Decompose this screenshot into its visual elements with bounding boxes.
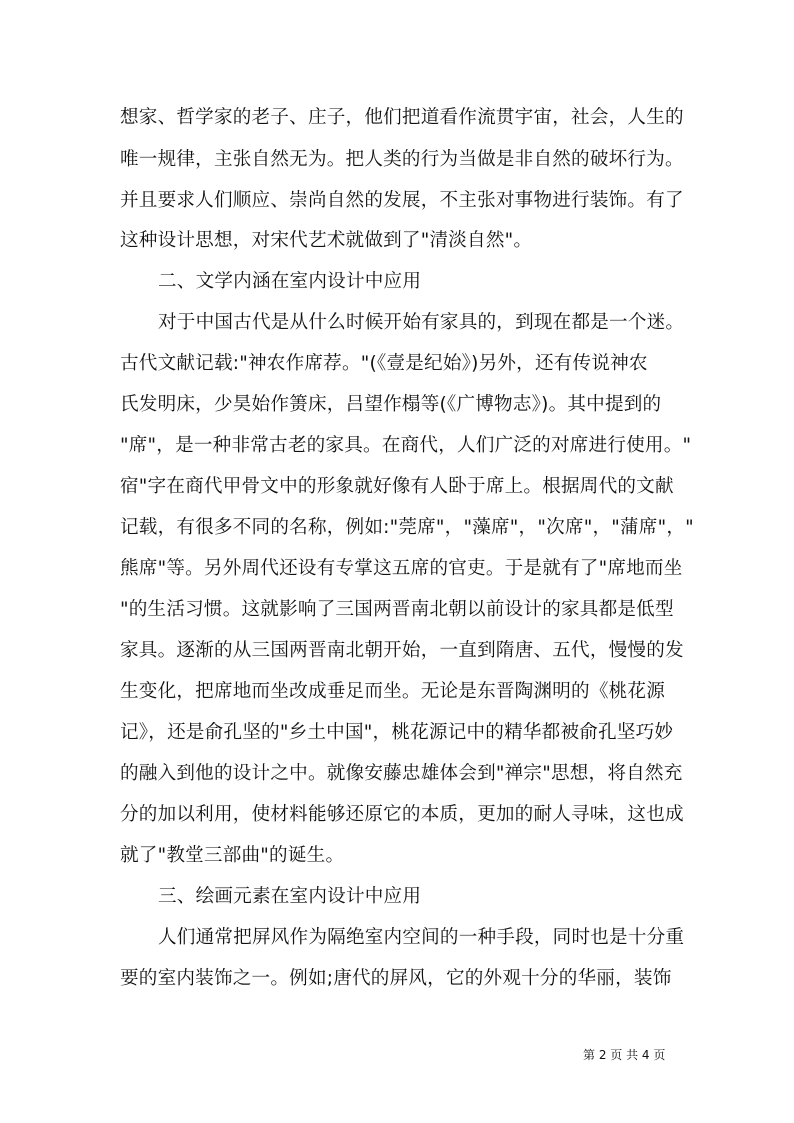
body-text-line: 并且要求人们顺应、崇尚自然的发展，不主张对事物进行装饰。有了 [120, 190, 684, 211]
body-text-line: "的生活习惯。这就影响了三国两晋南北朝以前设计的家具都是低型 [120, 599, 674, 620]
body-text-line: 对于中国古代是从什么时候开始有家具的，到现在都是一个迷。 [158, 312, 685, 333]
body-text-line: "席"，是一种非常古老的家具。在商代，人们广泛的对席进行使用。" [120, 435, 692, 456]
body-text-line: 想家、哲学家的老子、庄子，他们把道看作流贯宇宙，社会，人生的 [120, 107, 684, 128]
body-text-line: 分的加以利用，使材料能够还原它的本质，更加的耐人寻味，这也成 [120, 804, 684, 825]
section-heading: 三、绘画元素在室内设计中应用 [158, 886, 422, 907]
body-text-line: 要的室内装饰之一。例如;唐代的屏风，它的外观十分的华丽，装饰 [120, 968, 672, 989]
body-text-line: 人们通常把屏风作为隔绝室内空间的一种手段，同时也是十分重 [158, 927, 685, 948]
body-text-line: 唯一规律，主张自然无为。把人类的行为当做是非自然的破坏行为。 [120, 149, 684, 170]
body-text-line: 记》，还是俞孔坚的"乡土中国"，桃花源记中的精华都被俞孔坚巧妙 [120, 722, 674, 743]
body-text-line: 宿"字在商代甲骨文中的形象就好像有人卧于席上。根据周代的文献 [120, 476, 674, 497]
body-text-line: 熊席"等。另外周代还设有专掌这五席的官吏。于是就有了"席地而坐 [120, 558, 683, 579]
body-text-line: 氏发明床，少昊始作箦床，吕望作榻等(《广博物志》)。其中提到的 [120, 394, 662, 415]
body-text-line: 记载，有很多不同的名称，例如:"莞席"，"藻席"，"次席"，"蒲席"，" [120, 517, 694, 538]
body-text-line: 就了"教堂三部曲"的诞生。 [120, 845, 345, 866]
body-text-line: 古代文献记载:"神农作席荐。"(《壹是纪始》)另外，还有传说神农 [120, 353, 648, 374]
body-text-line: 的融入到他的设计之中。就像安藤忠雄体会到"禅宗"思想，将自然充 [120, 763, 683, 784]
body-text-line: 生变化，把席地而坐改成垂足而坐。无论是东晋陶渊明的《桃花源 [120, 681, 666, 702]
body-text-line: 这种设计思想，对宋代艺术就做到了"清淡自然"。 [120, 230, 533, 251]
body-text-line: 家具。逐渐的从三国两晋南北朝开始，一直到隋唐、五代，慢慢的发 [120, 640, 684, 661]
section-heading: 二、文学内涵在室内设计中应用 [158, 271, 422, 292]
page-number-label: 第 2 页 共 4 页 [583, 1048, 666, 1062]
